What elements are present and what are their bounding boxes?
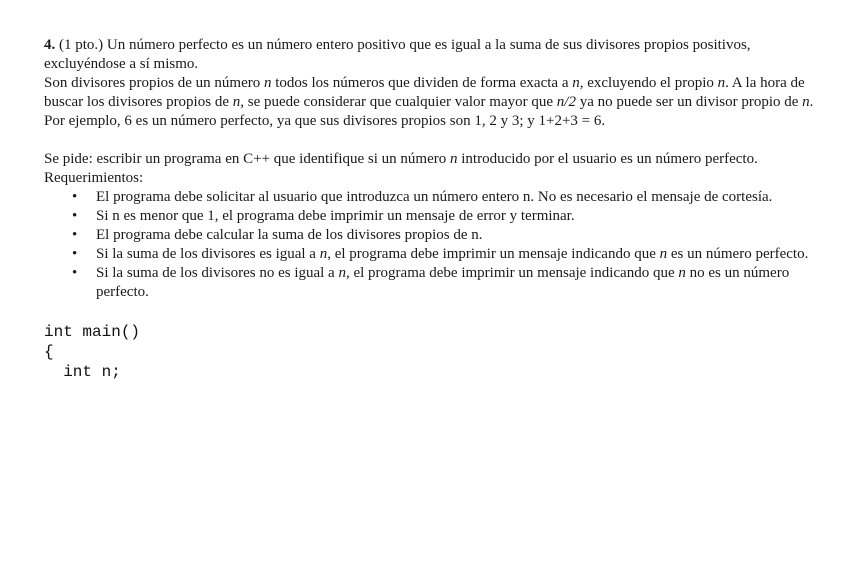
text-run: no es un número perfecto.	[96, 265, 790, 300]
text-run: , se puede considerar que cualquier valor mayor que	[240, 94, 557, 110]
text-run: , el programa debe imprimir un mensaje indicando que	[345, 265, 679, 281]
spacer	[44, 131, 834, 150]
requirement-item: • El programa debe calcular la suma de los divisores propios de n.	[44, 226, 834, 245]
text-run: es un número perfecto.	[667, 246, 809, 262]
text-run: introducido por el usuario es un número perfecto.	[457, 151, 758, 167]
code-line: int n;	[44, 363, 121, 381]
requirement-item	[44, 264, 834, 302]
var-n: n	[450, 151, 458, 167]
task-paragraph	[44, 150, 834, 169]
requirement-item	[44, 245, 834, 264]
document-page	[44, 36, 834, 382]
problem-number: 4.	[44, 37, 56, 53]
problem-points: (1 pto.)	[59, 37, 104, 53]
problem-statement	[44, 36, 834, 74]
var-n-half: n/2	[556, 94, 576, 110]
text-run: Si la suma de los divisores es igual a	[96, 246, 320, 262]
text-run: Son divisores propios de un número	[44, 75, 264, 91]
var-n: n	[572, 75, 580, 91]
code-block	[44, 322, 834, 382]
code-line: int main()	[44, 323, 141, 341]
proper-divisors-paragraph	[44, 74, 834, 112]
text-run: Se pide: escribir un programa en C++ que identifique si un número	[44, 151, 450, 167]
requirements-list	[44, 188, 834, 302]
text-run: , el programa debe imprimir un mensaje indicando que	[327, 246, 660, 262]
var-n: n	[678, 265, 686, 281]
text-run: , excluyendo el propio	[579, 75, 718, 91]
requirements-heading: Requerimientos:	[44, 170, 144, 186]
requirement-item: • Si n es menor que 1, el programa debe imprimir un mensaje de error y terminar.	[44, 207, 834, 226]
requirement-item: • El programa debe solicitar al usuario que introduzca un número entero n. No es necesario el mensaje de cortesía.	[44, 188, 834, 207]
var-n: n	[319, 246, 328, 262]
example-paragraph: Por ejemplo, 6 es un número perfecto, ya que sus divisores propios son 1, 2 y 3; y 1+2+3 = 6.	[44, 113, 606, 129]
definition-text: Un número perfecto es un número entero positivo que es igual a la suma de sus divisores propios positivos, excluyéndose a sí mismo.	[44, 37, 751, 72]
text-run: todos los números que dividen de forma exacta a	[271, 75, 573, 91]
text-run: ya no puede ser un divisor propio de	[575, 94, 803, 110]
text-run: .	[809, 94, 814, 110]
var-n: n	[338, 265, 346, 281]
var-n: n	[659, 246, 668, 262]
var-n: n	[717, 75, 726, 91]
var-n: n	[232, 94, 241, 110]
var-n: n	[802, 94, 810, 110]
code-line: {	[44, 343, 54, 361]
var-n: n	[263, 75, 272, 91]
text-run: . A la hora de buscar los divisores propios de	[44, 75, 805, 110]
text-run: Si la suma de los divisores no es igual a	[96, 265, 339, 281]
